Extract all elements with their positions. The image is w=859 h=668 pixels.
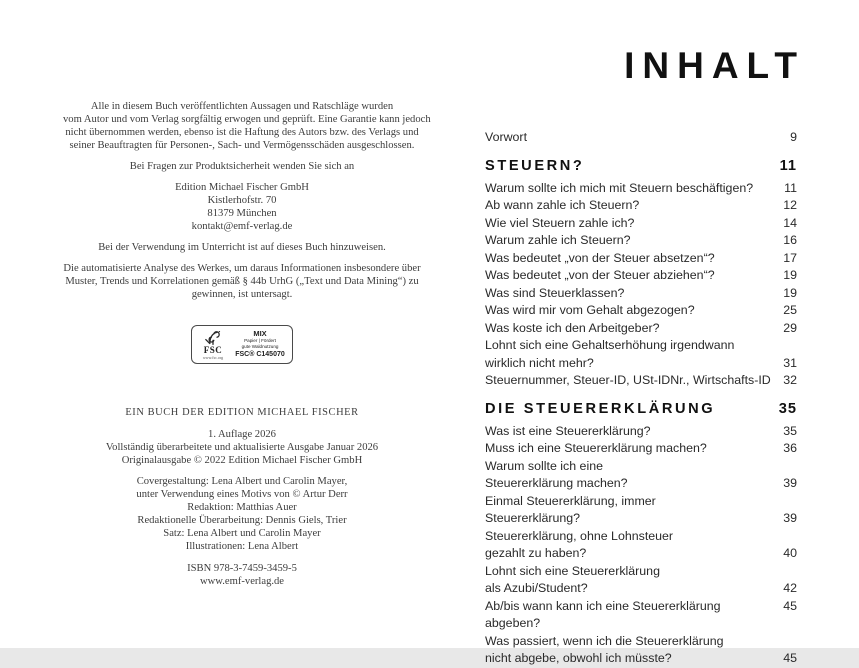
toc-entry	[485, 580, 797, 598]
toc-entry	[485, 250, 797, 268]
toc-entry-page: 25	[783, 303, 797, 317]
toc-entry-label: Was koste ich den Arbeitgeber?	[485, 320, 660, 335]
disclaimer-line: nicht übernommen werden, ebenso ist die Haftung des Autors bzw. des Verlags und	[65, 127, 419, 138]
toc-entry-page: 42	[783, 581, 797, 595]
isbn: ISBN 978-3-7459-3459-5	[187, 563, 297, 574]
credit-line: Illustrationen: Lena Albert	[185, 541, 299, 552]
tdm-line: Die automatisierte Analyse des Werkes, um daraus Informationen insbesondere über	[63, 263, 421, 274]
toc-heading-page: 35	[778, 400, 797, 417]
toc-entry	[485, 302, 797, 320]
disclaimer-line: seiner Beauftragten für Personen-, Sach- und Vermögensschäden ausgeschlossen.	[69, 140, 415, 151]
disclaimer-paragraph	[63, 100, 431, 152]
toc-entry-page: 19	[783, 268, 797, 282]
toc-entry-page: 45	[783, 651, 797, 665]
toc-entry-label: Wie viel Steuern zahle ich?	[485, 215, 635, 230]
toc-entry-label: Was passiert, wenn ich die Steuererklärung	[485, 633, 724, 648]
page-title: INHALT	[624, 45, 805, 86]
toc-entry-page: 32	[783, 373, 797, 387]
toc-entry	[485, 475, 797, 493]
toc-entry-label: Lohnt sich eine Gehaltserhöhung irgendwann	[485, 338, 735, 352]
tdm-line: Muster, Trends und Korrelationen gemäß § 44b UrhG („Text und Data Mining“) zu	[65, 276, 419, 287]
fsc-label-text	[232, 329, 288, 360]
toc-entry	[485, 372, 797, 390]
series-note: EIN BUCH DER EDITION MICHAEL FISCHER	[125, 407, 359, 418]
toc-section-heading	[485, 400, 797, 419]
toc-entry-page: 35	[783, 423, 797, 438]
tdm-line: gewinnen, ist untersagt.	[191, 289, 293, 300]
toc-entry-page: 45	[783, 598, 797, 613]
toc-entry-label: Was ist eine Steuererklärung?	[485, 423, 651, 438]
fsc-url-text: www.fsc.org	[202, 355, 224, 360]
fsc-brand-text: FSC	[203, 345, 223, 355]
imprint-page	[63, 100, 431, 588]
toc-entry	[485, 197, 797, 215]
toc-heading-label: STEUERN?	[485, 157, 585, 174]
toc-entry-page: 9	[790, 130, 797, 144]
toc-entry	[485, 598, 797, 633]
toc-entry-page: 14	[783, 215, 797, 230]
toc-heading-page: 11	[779, 157, 797, 174]
toc-section-heading	[485, 157, 797, 176]
toc-entry	[485, 458, 797, 476]
toc-entry-page: 12	[783, 198, 797, 212]
toc-entry-page: 36	[783, 441, 797, 455]
fsc-certification-label	[191, 325, 293, 364]
toc-entry-page: 40	[783, 546, 797, 560]
publisher-address	[63, 181, 421, 233]
fsc-claim-line: gute Waldnutzung	[241, 343, 279, 349]
toc-entry	[485, 215, 797, 233]
toc-entry-label: Was wird mir vom Gehalt abgezogen?	[485, 303, 695, 317]
toc-entry-label: Steuererklärung, ohne Lohnsteuer	[485, 528, 674, 543]
toc-entry	[485, 129, 797, 147]
toc-entry-label: nicht abgebe, obwohl ich müsste?	[485, 651, 672, 665]
toc-entry	[485, 440, 797, 458]
edition-info	[63, 428, 421, 467]
toc-entry-page: 17	[783, 250, 797, 265]
credit-line: unter Verwendung eines Motivs von © Artur Derr	[136, 489, 348, 500]
toc-entry	[485, 633, 797, 651]
disclaimer-line: Alle in diesem Buch veröffentlichten Aussagen und Ratschläge wurden	[90, 101, 394, 112]
fsc-logo	[196, 329, 232, 360]
toc-list	[485, 129, 797, 668]
toc-entry-label: Was bedeutet „von der Steuer abziehen“?	[485, 268, 715, 282]
toc-entry-label: gezahlt zu haben?	[485, 546, 587, 560]
toc-entry	[485, 320, 797, 338]
toc-entry-label: als Azubi/Student?	[485, 581, 588, 595]
credits	[63, 475, 421, 553]
toc-entry-label: Ab wann zahle ich Steuern?	[485, 198, 640, 212]
fsc-tree-icon	[203, 330, 223, 346]
toc-entry	[485, 563, 797, 581]
toc-entry-label: wirklich nicht mehr?	[485, 355, 594, 370]
toc-entry	[485, 545, 797, 563]
fsc-license-code: FSC® C145070	[235, 350, 285, 358]
isbn-block	[63, 562, 421, 588]
toc-entry	[485, 355, 797, 373]
toc-entry	[485, 180, 797, 198]
toc-entry-label: Muss ich eine Steuererklärung machen?	[485, 441, 707, 455]
toc-entry	[485, 285, 797, 303]
toc-entry	[485, 423, 797, 441]
toc-entry-label: Steuererklärung machen?	[485, 476, 628, 490]
publisher-email: kontakt@emf-verlag.de	[191, 221, 293, 232]
fsc-claim-line: Papier | Fördert	[244, 338, 276, 344]
toc-entry-label: Was bedeutet „von der Steuer absetzen“?	[485, 250, 715, 265]
toc-entry-page: 11	[784, 180, 797, 195]
toc-entry	[485, 267, 797, 285]
toc-entry-page: 19	[783, 285, 797, 300]
publisher-name: Edition Michael Fischer GmbH	[175, 182, 309, 193]
publisher-city: 81379 München	[207, 208, 277, 219]
toc-entry-label: Vorwort	[485, 130, 528, 144]
toc-entry-label: Lohnt sich eine Steuererklärung	[485, 563, 660, 578]
product-safety-note: Bei Fragen zur Produktsicherheit wenden Sie sich an	[129, 161, 355, 172]
toc-entry-page: 31	[783, 355, 797, 370]
toc-entry-label: Warum sollte ich eine	[485, 458, 603, 473]
publisher-website: www.emf-verlag.de	[199, 576, 285, 587]
publisher-street: Kistlerhofstr. 70	[207, 195, 277, 206]
toc-entry-label: Was sind Steuerklassen?	[485, 285, 625, 300]
teaching-note: Bei der Verwendung im Unterricht ist auf dieses Buch hinzuweisen.	[98, 242, 386, 253]
toc-entry-label: Steuererklärung?	[485, 511, 581, 525]
edition-line: 1. Auflage 2026	[208, 429, 276, 440]
toc-entry	[485, 232, 797, 250]
toc-entry-page: 39	[783, 511, 797, 525]
toc-entry-page: 29	[783, 320, 797, 335]
toc-entry-label: Steuernummer, Steuer-ID, USt-IDNr., Wirtschafts-ID	[485, 373, 771, 387]
disclaimer-line: vom Autor und vom Verlag sorgfältig erwogen und geprüft. Eine Garantie kann jedoch	[63, 114, 431, 125]
toc-heading-label: DIE STEUERERKLÄRUNG	[485, 400, 716, 417]
toc-entry-label: Warum zahle ich Steuern?	[485, 233, 631, 247]
credit-line: Covergestaltung: Lena Albert und Carolin Mayer,	[136, 476, 348, 487]
credit-line: Redaktionelle Überarbeitung: Dennis Giels, Trier	[137, 515, 347, 526]
fsc-mix-text: MIX	[253, 329, 267, 339]
edition-line: Vollständig überarbeitete und aktualisierte Ausgabe Januar 2026	[105, 442, 379, 453]
toc-entry-label: Ab/bis wann kann ich eine Steuererklärung abgeben?	[485, 598, 721, 630]
toc-entry	[485, 510, 797, 528]
toc-entry	[485, 493, 797, 511]
toc-page	[485, 45, 805, 668]
toc-entry-label: Warum sollte ich mich mit Steuern beschäftigen?	[485, 180, 754, 195]
toc-entry	[485, 337, 797, 355]
credit-line: Redaktion: Matthias Auer	[187, 502, 297, 513]
toc-entry-label: Einmal Steuererklärung, immer	[485, 493, 656, 508]
toc-entry-page: 39	[783, 476, 797, 490]
toc-entry	[485, 650, 797, 668]
edition-line: Originalausgabe © 2022 Edition Michael Fischer GmbH	[121, 455, 363, 466]
text-data-mining-paragraph	[63, 262, 421, 301]
toc-entry	[485, 528, 797, 546]
credit-line: Satz: Lena Albert und Carolin Mayer	[163, 528, 321, 539]
toc-entry-page: 16	[783, 233, 797, 247]
